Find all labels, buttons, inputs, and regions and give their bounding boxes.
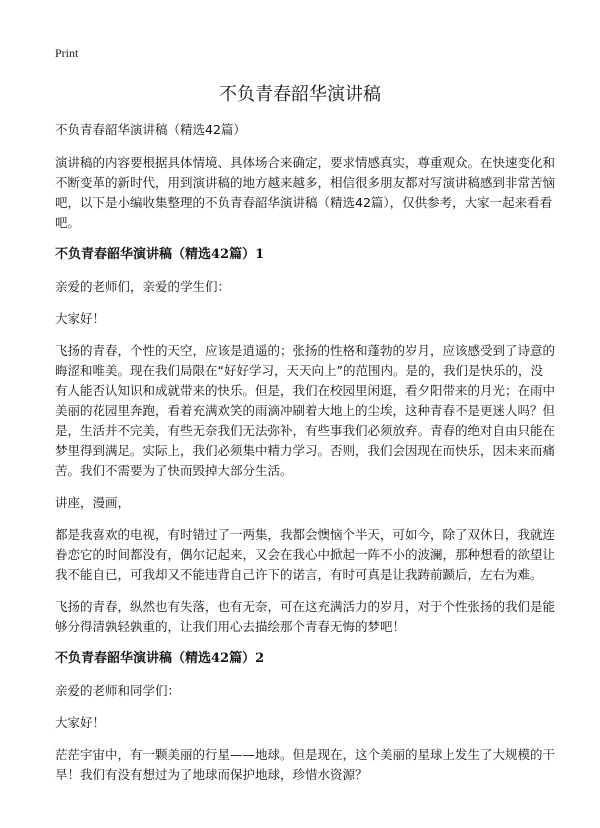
salutation-paragraph: 大家好！: [55, 311, 106, 326]
greeting-paragraph: 亲爱的老师和同学们：: [55, 683, 181, 698]
body-paragraph: 飞扬的青春，纵然也有失落，也有无奈，可在这充满活力的岁月，对于个性张扬的我们是能够分得清孰轻孰重的，让我们用心去描绘那个青春无悔的梦吧！: [55, 599, 556, 634]
print-link[interactable]: Print: [55, 46, 79, 60]
intro-paragraph: 演讲稿的内容要根据具体情境、具体场合来确定，要求情感真实，尊重观众。在快速变化和不断变革的新时代，用到演讲稿的地方越来越多，相信很多朋友都对写演讲稿感到非常苦恼吧，以下是小编收集整理的不负青春韶华演讲稿（精选42篇），仅供参考，大家一起来看看吧。: [55, 155, 556, 230]
body-paragraph: 飞扬的青春，个性的天空，应该是逍遥的；张扬的性格和蓬勃的岁月，应该感受到了诗意的晦涩和唯美。现在我们局限在“好好学习，天天向上”的范围内。是的，我们是快乐的，没有人能否认知识和成就带来的快乐。但是，我们在校园里闲逛，看夕阳带来的月光；在雨中美丽的花园里奔跑，看着充满欢笑的雨滴冲刷着大地上的尘埃，这种青春不是更迷人吗？但是，生活并不完美，有些无奈我们无法弥补，有些事我们必须放弃。青春的绝对自由只能在梦里得到满足。实际上，我们必须集中精力学习。否则，我们会因现在而快乐，因未来而痛苦。我们不需要为了快而毁掉大部分生活。: [55, 343, 556, 478]
body-paragraph: 茫茫宇宙中，有一颗美丽的行星——地球。但是现在，这个美丽的星球上发生了大规模的干旱！我们有没有想过为了地球而保护地球，珍惜水资源？: [55, 747, 556, 782]
body-paragraph: 都是我喜欢的电视，有时错过了一两集，我都会懊恼个半天，可如今，除了双休日，我就连眷恋它的时间都没有，偶尔记起来，又会在我心中掀起一阵不小的波澜，那种想看的欲望让我不能自已，可我却又不能违背自己许下的诺言，有时可真是让我踌前踬后，左右为难。: [55, 527, 556, 582]
article-subtitle: 不负青春韶华演讲稿（精选42篇）: [55, 122, 246, 137]
page-title: 不负青春韶华演讲稿: [219, 84, 381, 105]
article-body: [55, 120, 555, 797]
greeting-paragraph: 亲爱的老师们，亲爱的学生们：: [55, 279, 231, 294]
body-paragraph: 讲座，漫画，: [55, 495, 131, 510]
section-heading: 不负青春韶华演讲稿（精选42篇）2: [55, 651, 265, 666]
section-heading: 不负青春韶华演讲稿（精选42篇）1: [55, 247, 265, 262]
salutation-paragraph: 大家好！: [55, 715, 106, 730]
